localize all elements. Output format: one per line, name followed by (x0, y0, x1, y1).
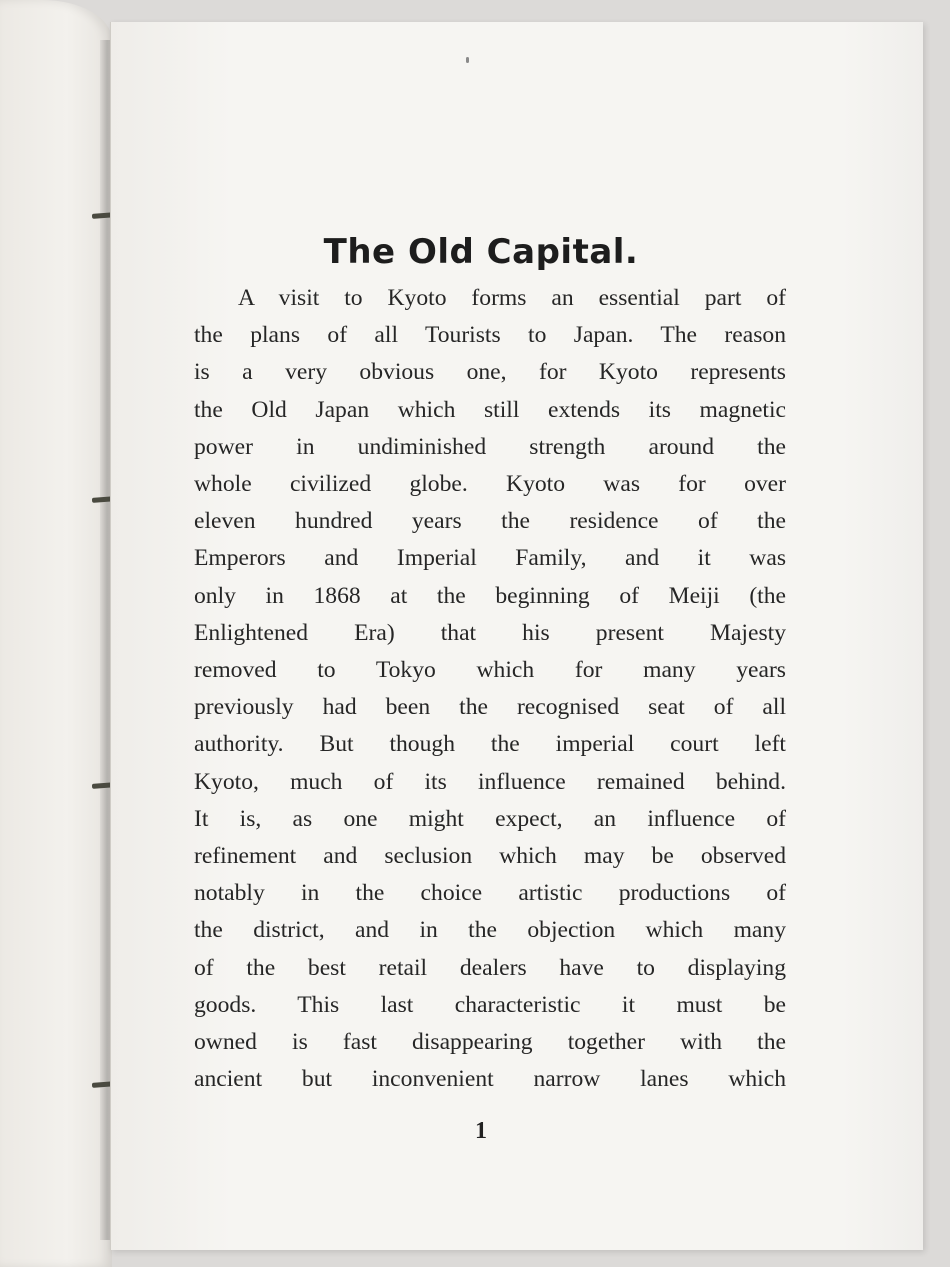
text-line: power in undiminished strength around the (194, 433, 786, 460)
text-line: the plans of all Tourists to Japan. The reason (194, 322, 786, 349)
text-line: of the best retail dealers have to displaying (194, 954, 786, 981)
text-line: notably in the choice artistic productions of (194, 880, 786, 907)
text-line: whole civilized globe. Kyoto was for over (194, 471, 786, 498)
text-line: Emperors and Imperial Family, and it was (194, 545, 786, 572)
text-line: authority. But though the imperial court left (194, 731, 786, 758)
text-line: goods. This last characteristic it must be (194, 991, 786, 1018)
text-line: the Old Japan which still extends its magnetic (194, 396, 786, 423)
text-line: the district, and in the objection which many (194, 917, 786, 944)
text-line: ancient but inconvenient narrow lanes which (194, 1066, 786, 1093)
text-line: owned is fast disappearing together with the (194, 1029, 786, 1056)
text-line: A visit to Kyoto forms an essential part of (238, 285, 786, 311)
text-line: removed to Tokyo which for many years (194, 657, 786, 684)
text-line: previously had been the recognised seat of all (194, 694, 786, 721)
text-line: eleven hundred years the residence of the (194, 508, 786, 535)
book-page (110, 22, 923, 1250)
text-line: Kyoto, much of its influence remained behind. (194, 768, 786, 795)
chapter-title: The Old Capital. (323, 232, 639, 272)
text-line: is a very obvious one, for Kyoto represents (194, 359, 786, 386)
text-line: It is, as one might expect, an influence of (194, 805, 786, 832)
body-paragraph (194, 280, 786, 1098)
left-facing-page (0, 0, 112, 1267)
page-number: 1 (475, 1118, 487, 1144)
text-line: refinement and seclusion which may be observed (194, 843, 786, 870)
text-line: only in 1868 at the beginning of Meiji (the (194, 582, 786, 609)
paper-speck (466, 57, 469, 63)
text-line: Enlightened Era) that his present Majesty (194, 619, 786, 646)
